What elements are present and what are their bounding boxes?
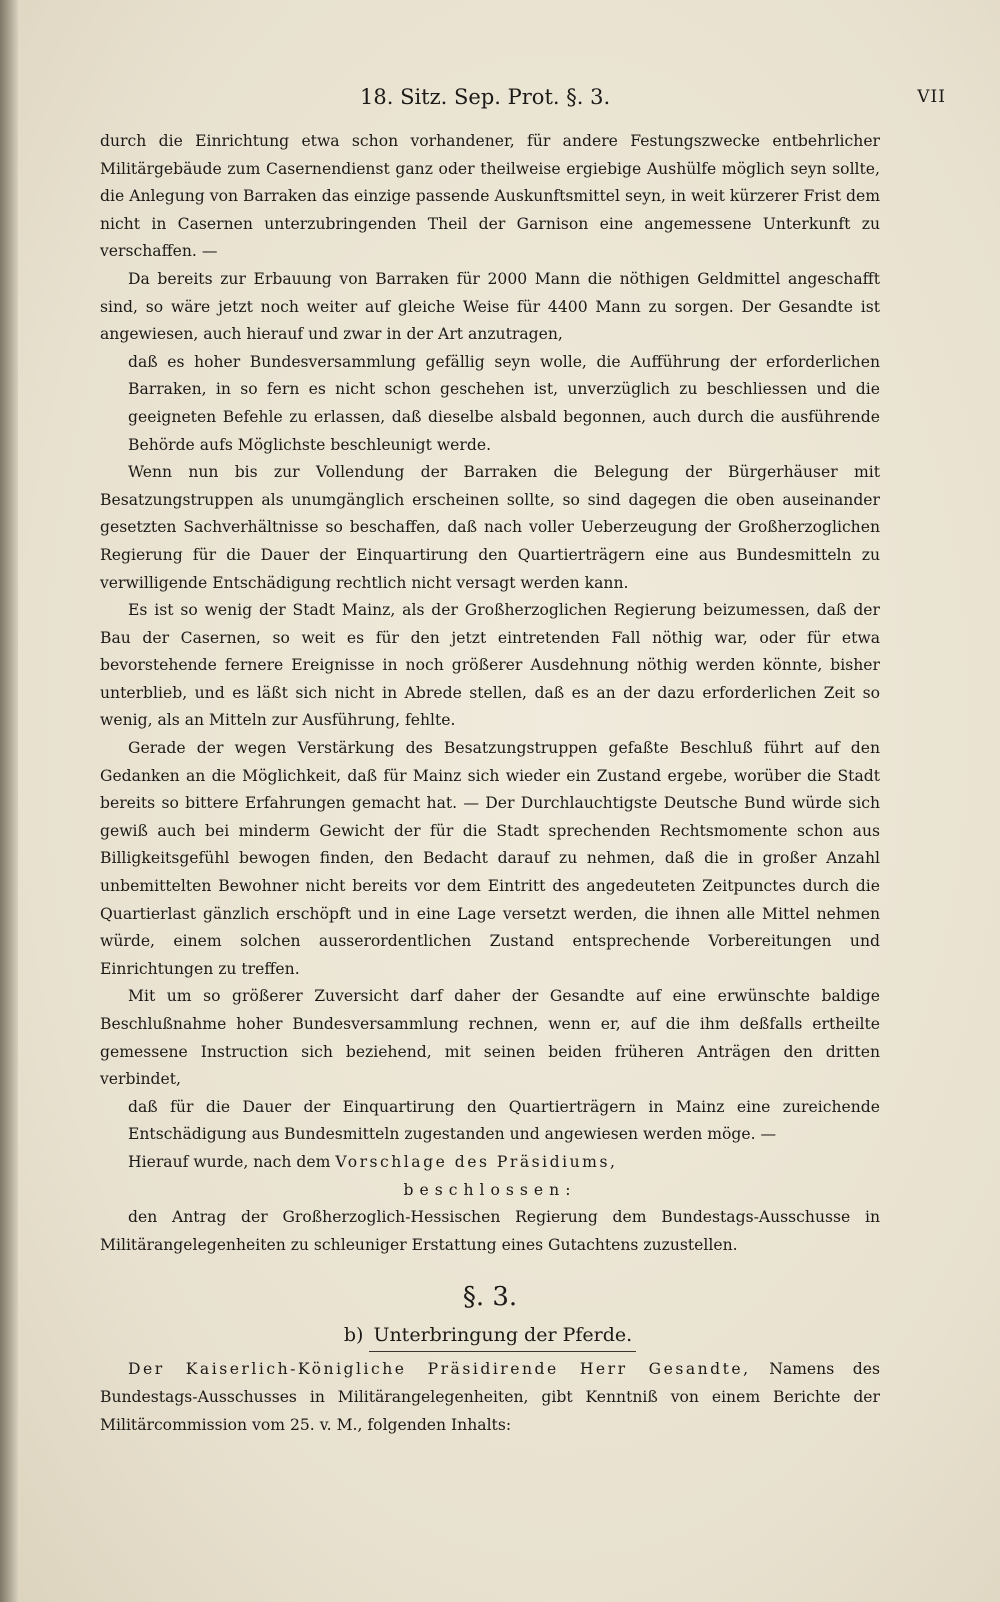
motion-entschaedigung: daß für die Dauer der Einquartirung den Quartierträgern in Mainz eine zureichende Entschädigung aus Bundesmitteln zugestanden und angewiesen werden möge. —	[128, 1097, 880, 1144]
section-opening-text: Namens des Bundestags-Ausschusses in Militärangelegenheiten, gibt Kenntniß von einem Berichte der Militärcommission vom 25. v. M., folgenden Inhalts:	[100, 1360, 880, 1434]
resolution-intro	[100, 1149, 880, 1177]
paragraph-einquartirung: Wenn nun bis zur Vollendung der Barraken die Belegung der Bürgerhäuser mit Besatzungstruppen als unumgänglich erscheinen sollte, so sind dagegen die oben auseinander gesetzten Sachverhältnisse so beschaffen, daß nach voller Ueberzeugung der Großherzoglichen Regierung für die Dauer der Einquartirung den Quartierträgern eine aus Bundesmitteln zu verwilligende Entschädigung rechtlich nicht versagt werden kann.	[100, 463, 880, 592]
section-opening-envoy: Der Kaiserlich-Königliche Präsidirende Herr Gesandte,	[128, 1360, 751, 1379]
paragraph-stadt-mainz: Es ist so wenig der Stadt Mainz, als der Großherzoglichen Regierung beizumessen, daß der Bau der Casernen, so weit es für den jetzt eintretenden Fall nöthig war, oder für etwa bevorstehende fernere Ereignisse in noch größerer Ausdehnung nöthig werden könnte, bisher unterblieb, und es läßt sich nicht in Abrede stellen, daß es an der dazu erforderlichen Zeit so wenig, als an Mitteln zur Ausführung, fehlte.	[100, 601, 880, 730]
resolution-decision: beschlossen:	[403, 1180, 577, 1199]
running-title: 18. Sitz. Sep. Prot. §. 3.	[360, 85, 611, 109]
resolution-text: den Antrag der Großherzoglich-Hessischen Regierung dem Bundestags-Ausschusse in Militärangelegenheiten zu schleuniger Erstattung eines Gutachtens zuzustellen.	[100, 1208, 880, 1254]
page-header	[100, 82, 970, 112]
section-opening	[100, 1356, 880, 1439]
resolution-proposal: Vorschlage des Präsidiums,	[335, 1152, 618, 1171]
paragraph-barraken-funds: Da bereits zur Erbauung von Barraken für 2000 Mann die nöthigen Geldmittel angeschafft sind, so wäre jetzt noch weiter auf gleiche Weise für 4400 Mann zu sorgen. Der Gesandte ist angewiesen, auch hierauf und zwar in der Art anzutragen,	[100, 269, 880, 344]
book-binding-edge	[0, 0, 18, 1602]
page-body	[100, 128, 880, 1439]
section-heading	[100, 1319, 880, 1352]
motion-barraken: daß es hoher Bundesversammlung gefällig seyn wolle, die Aufführung der erforderlichen Barraken, in so fern es nicht schon geschehen ist, unverzüglich zu beschliessen und die geeigneten Befehle zu erlassen, daß dieselbe alsbald begonnen, auch durch die ausführende Behörde aufs Möglichste beschleunigt werde.	[128, 352, 880, 454]
resolution-intro-text: Hierauf wurde, nach dem	[128, 1152, 331, 1171]
section-label: b)	[343, 1324, 364, 1347]
paragraph-zuversicht: Mit um so größerer Zuversicht darf daher der Gesandte auf eine erwünschte baldige Beschlußnahme hoher Bundesversammlung rechnen, wenn er, auf die ihm deßfalls ertheilte gemessene Instruction sich beziehend, mit seinen beiden früheren Anträgen den dritten verbindet,	[100, 987, 880, 1089]
paragraph-continuation: durch die Einrichtung etwa schon vorhandener, für andere Festungszwecke entbehrlicher Militärgebäude zum Casernendienst ganz oder theilweise ergiebige Aushülfe möglich seyn sollte, die Anlegung von Barraken das einzige passende Auskunftsmittel seyn, in weit kürzerer Frist dem nicht in Casernen unterzubringenden Theil der Garnison eine angemessene Unterkunft zu verschaffen. —	[100, 132, 880, 261]
section-mark: §. 3.	[462, 1282, 518, 1313]
book-page	[18, 0, 1000, 1602]
section-title: Unterbringung der Pferde.	[369, 1319, 636, 1352]
page-number: VII	[917, 87, 946, 107]
paragraph-verstaerkung: Gerade der wegen Verstärkung des Besatzungstruppen gefaßte Beschluß führt auf den Gedanken an die Möglichkeit, daß für Mainz sich wieder ein Zustand ergebe, worüber die Stadt bereits so bittere Erfahrungen gemacht hat. — Der Durchlauchtigste Deutsche Bund würde sich gewiß auch bei minderm Gewicht der für die Stadt sprechenden Rechtsmomente schon aus Billigkeitsgefühl bewogen finden, den Bedacht darauf zu nehmen, daß die in großer Anzahl unbemittelten Bewohner nicht bereits vor dem Eintritt des angedeuteten Zeitpunctes durch die Quartierlast gänzlich erschöpft und in eine Lage versetzt werden, die ihnen alle Mittel nehmen würde, einem solchen ausserordentlichen Zustand entsprechende Vorbereitungen und Einrichtungen zu treffen.	[100, 739, 880, 978]
